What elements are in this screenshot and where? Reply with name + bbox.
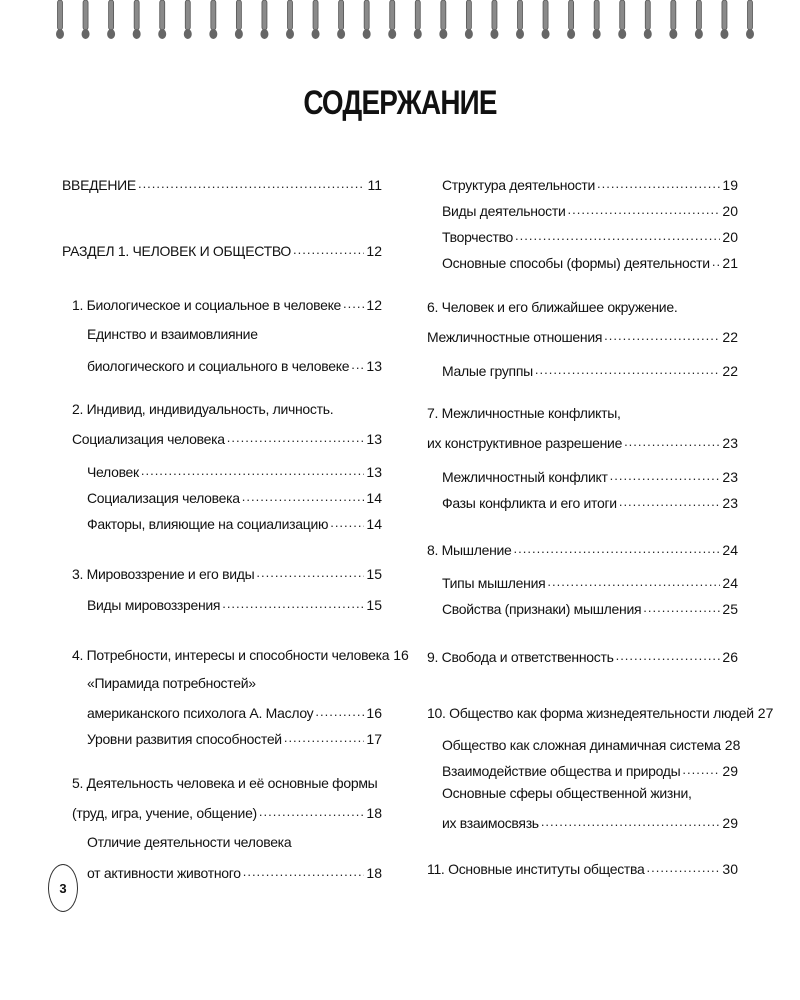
dot-leader	[515, 228, 720, 246]
toc-entry-title: Структура деятельности	[442, 177, 596, 193]
toc-entry-page: 23	[722, 495, 738, 511]
dot-leader	[141, 463, 365, 481]
toc-entry-title: их конструктивное разрешение	[427, 435, 623, 451]
dot-leader	[597, 176, 720, 194]
dot-leader	[284, 730, 365, 748]
toc-entry	[87, 674, 382, 696]
dot-leader	[643, 600, 720, 618]
toc-entry-title: 5. Деятельность человека и её основные формы	[72, 775, 378, 791]
dot-leader	[256, 565, 364, 583]
dot-leader	[568, 202, 721, 220]
toc-entry-title: (труд, игра, учение, общение)	[72, 805, 257, 821]
toc-entry-title: ВВЕДЕНИЕ	[62, 177, 136, 193]
dot-leader	[242, 489, 365, 507]
toc-entry-page: 15	[366, 566, 382, 582]
toc-entry-title: Уровни развития способностей	[87, 731, 282, 747]
toc-entry	[442, 810, 738, 832]
toc-entry	[427, 404, 738, 426]
dot-leader	[293, 242, 364, 260]
toc-entry	[442, 250, 738, 272]
dot-leader	[541, 814, 721, 832]
dot-leader	[619, 494, 721, 512]
toc-entry	[427, 537, 738, 559]
dot-leader	[712, 254, 721, 272]
toc-entry-page: 22	[722, 329, 738, 345]
toc-entry	[442, 596, 738, 618]
toc-entry	[87, 459, 382, 481]
toc-entry-page: 28	[724, 737, 741, 753]
toc-entry-title: Творчество	[442, 229, 514, 245]
toc-entry	[62, 238, 382, 260]
toc-entry-title: Типы мышления	[442, 575, 546, 591]
toc-entry-page: 21	[722, 255, 738, 271]
toc-entry-title: Межличностный конфликт	[442, 469, 608, 485]
toc-entry	[72, 561, 382, 583]
toc-entry	[427, 700, 774, 722]
toc-entry-page: 23	[722, 435, 738, 451]
toc-entry-page: 29	[722, 763, 738, 779]
page-number-badge: 3	[48, 864, 78, 912]
toc-entry	[87, 353, 382, 375]
toc-entry	[442, 758, 738, 780]
toc-entry-page: 22	[722, 363, 738, 379]
toc-entry-title: 11. Основные институты общества	[427, 861, 645, 877]
toc-entry-page: 27	[757, 705, 774, 721]
toc-entry-title: 7. Межличностные конфликты,	[427, 405, 621, 421]
toc-entry-title: Общество как сложная динамичная система	[442, 737, 721, 753]
toc-entry-title: Взаимодействие общества и природы	[442, 763, 681, 779]
dot-leader	[222, 596, 364, 614]
toc-entry-title: Виды деятельности	[442, 203, 566, 219]
toc-entry-title: биологического и социального в человеке	[87, 358, 350, 374]
toc-entry-page: 13	[366, 431, 382, 447]
toc-entry-title: их взаимосвязь	[442, 815, 539, 831]
toc-entry-title: Человек	[87, 464, 139, 480]
toc-entry-title: Малые группы	[442, 363, 533, 379]
toc-entry	[72, 800, 382, 822]
toc-entry-page: 16	[393, 647, 409, 663]
toc-entry-page: 14	[366, 516, 382, 532]
toc-entry-title: Социализация человека	[87, 490, 240, 506]
toc-entry-page: 24	[722, 542, 738, 558]
dot-leader	[535, 362, 721, 380]
toc-entry-page: 15	[366, 597, 382, 613]
dot-leader	[610, 468, 721, 486]
spiral-rings-icon	[0, 0, 800, 50]
toc-entry-title: Основные способы (формы) деятельности	[442, 255, 710, 271]
toc-entry	[442, 172, 738, 194]
dot-leader	[227, 430, 365, 448]
toc-entry	[442, 570, 738, 592]
toc-entry-page: 14	[366, 490, 382, 506]
toc-entry-title: Основные сферы общественной жизни,	[442, 785, 692, 801]
toc-entry-page: 17	[366, 731, 382, 747]
toc-entry	[442, 784, 738, 806]
toc-entry-title: 3. Мировоззрение и его виды	[72, 566, 255, 582]
toc-entry-title: 4. Потребности, интересы и способности человека	[72, 647, 390, 663]
toc-entry	[62, 172, 382, 194]
toc-entry-page: 20	[722, 229, 738, 245]
dot-leader	[259, 804, 365, 822]
toc-entry	[427, 644, 738, 666]
toc-entry-title: Единство и взаимовлияние	[87, 326, 258, 342]
toc-entry	[442, 464, 738, 486]
dot-leader	[343, 296, 364, 314]
toc-entry-page: 20	[722, 203, 738, 219]
toc-entry-title: РАЗДЕЛ 1. ЧЕЛОВЕК И ОБЩЕСТВО	[62, 243, 292, 259]
toc-entry-title: 10. Общество как форма жизнедеятельности людей	[427, 705, 754, 721]
toc-entry	[72, 426, 382, 448]
toc-entry-title: 8. Мышление	[427, 542, 512, 558]
toc-entry	[87, 833, 382, 855]
toc-entry-page: 19	[722, 177, 738, 193]
toc-entry	[72, 400, 382, 422]
toc-entry-page: 18	[366, 805, 382, 821]
toc-entry-title: от активности животного	[87, 865, 241, 881]
toc-entry	[427, 324, 738, 346]
toc-entry	[442, 224, 738, 246]
toc-entry-title: 6. Человек и его ближайшее окружение.	[427, 299, 678, 315]
toc-entry	[442, 198, 738, 220]
toc-entry-page: 18	[366, 865, 382, 881]
toc-entry	[427, 856, 738, 878]
dot-leader	[604, 328, 720, 346]
toc-entry-title: Фазы конфликта и его итоги	[442, 495, 617, 511]
dot-leader	[243, 864, 365, 882]
toc-entry-title: 1. Биологическое и социальное в человеке	[72, 297, 342, 313]
toc-entry	[87, 325, 382, 347]
dot-leader	[682, 762, 720, 780]
toc-entry-page: 16	[366, 705, 382, 721]
toc-entry-title: Отличие деятельности человека	[87, 834, 292, 850]
toc-entry	[442, 490, 738, 512]
toc-entry-page: 13	[366, 358, 382, 374]
toc-entry-title: Социализация человека	[72, 431, 225, 447]
toc-entry-page: 13	[366, 464, 382, 480]
dot-leader	[646, 860, 720, 878]
toc-entry	[87, 700, 382, 722]
toc-entry-title: «Пирамида потребностей»	[87, 675, 256, 691]
toc-entry	[72, 292, 382, 314]
toc-entry	[87, 485, 382, 507]
toc-entry-title: Межличностные отношения	[427, 329, 603, 345]
toc-entry	[427, 430, 738, 452]
toc-entry-title: Виды мировоззрения	[87, 597, 221, 613]
toc-entry-title: Факторы, влияющие на социализацию	[87, 516, 329, 532]
toc-entry-title: американского психолога А. Маслоу	[87, 705, 314, 721]
dot-leader	[624, 434, 720, 452]
page-title: СОДЕРЖАНИЕ	[303, 84, 497, 122]
toc-entry	[87, 592, 382, 614]
toc-entry-page: 25	[722, 601, 738, 617]
toc-entry	[442, 358, 738, 380]
toc-entry-page: 29	[722, 815, 738, 831]
toc-entry-page: 11	[367, 177, 382, 193]
dot-leader	[315, 704, 364, 722]
dot-leader	[514, 541, 721, 559]
toc-entry-title: 9. Свобода и ответственность	[427, 649, 614, 665]
toc-entry	[87, 511, 382, 533]
dot-leader	[547, 574, 720, 592]
spiral-binding	[0, 0, 800, 50]
toc-entry	[442, 732, 741, 754]
dot-leader	[330, 515, 364, 533]
toc-entry	[87, 860, 382, 882]
toc-entry	[72, 642, 409, 664]
toc-entry-page: 12	[366, 243, 382, 259]
toc-entry-page: 26	[722, 649, 738, 665]
dot-leader	[138, 176, 366, 194]
dot-leader	[351, 357, 364, 375]
toc-entry-title: 2. Индивид, индивидуальность, личность.	[72, 401, 334, 417]
toc-entry-page: 30	[722, 861, 738, 877]
toc-entry-title: Свойства (признаки) мышления	[442, 601, 642, 617]
toc-entry-page: 24	[722, 575, 738, 591]
dot-leader	[616, 648, 721, 666]
toc-entry-page: 12	[366, 297, 382, 313]
toc-entry-page: 23	[722, 469, 738, 485]
toc-entry	[72, 774, 382, 796]
toc-entry	[427, 298, 738, 320]
toc-entry	[87, 726, 382, 748]
